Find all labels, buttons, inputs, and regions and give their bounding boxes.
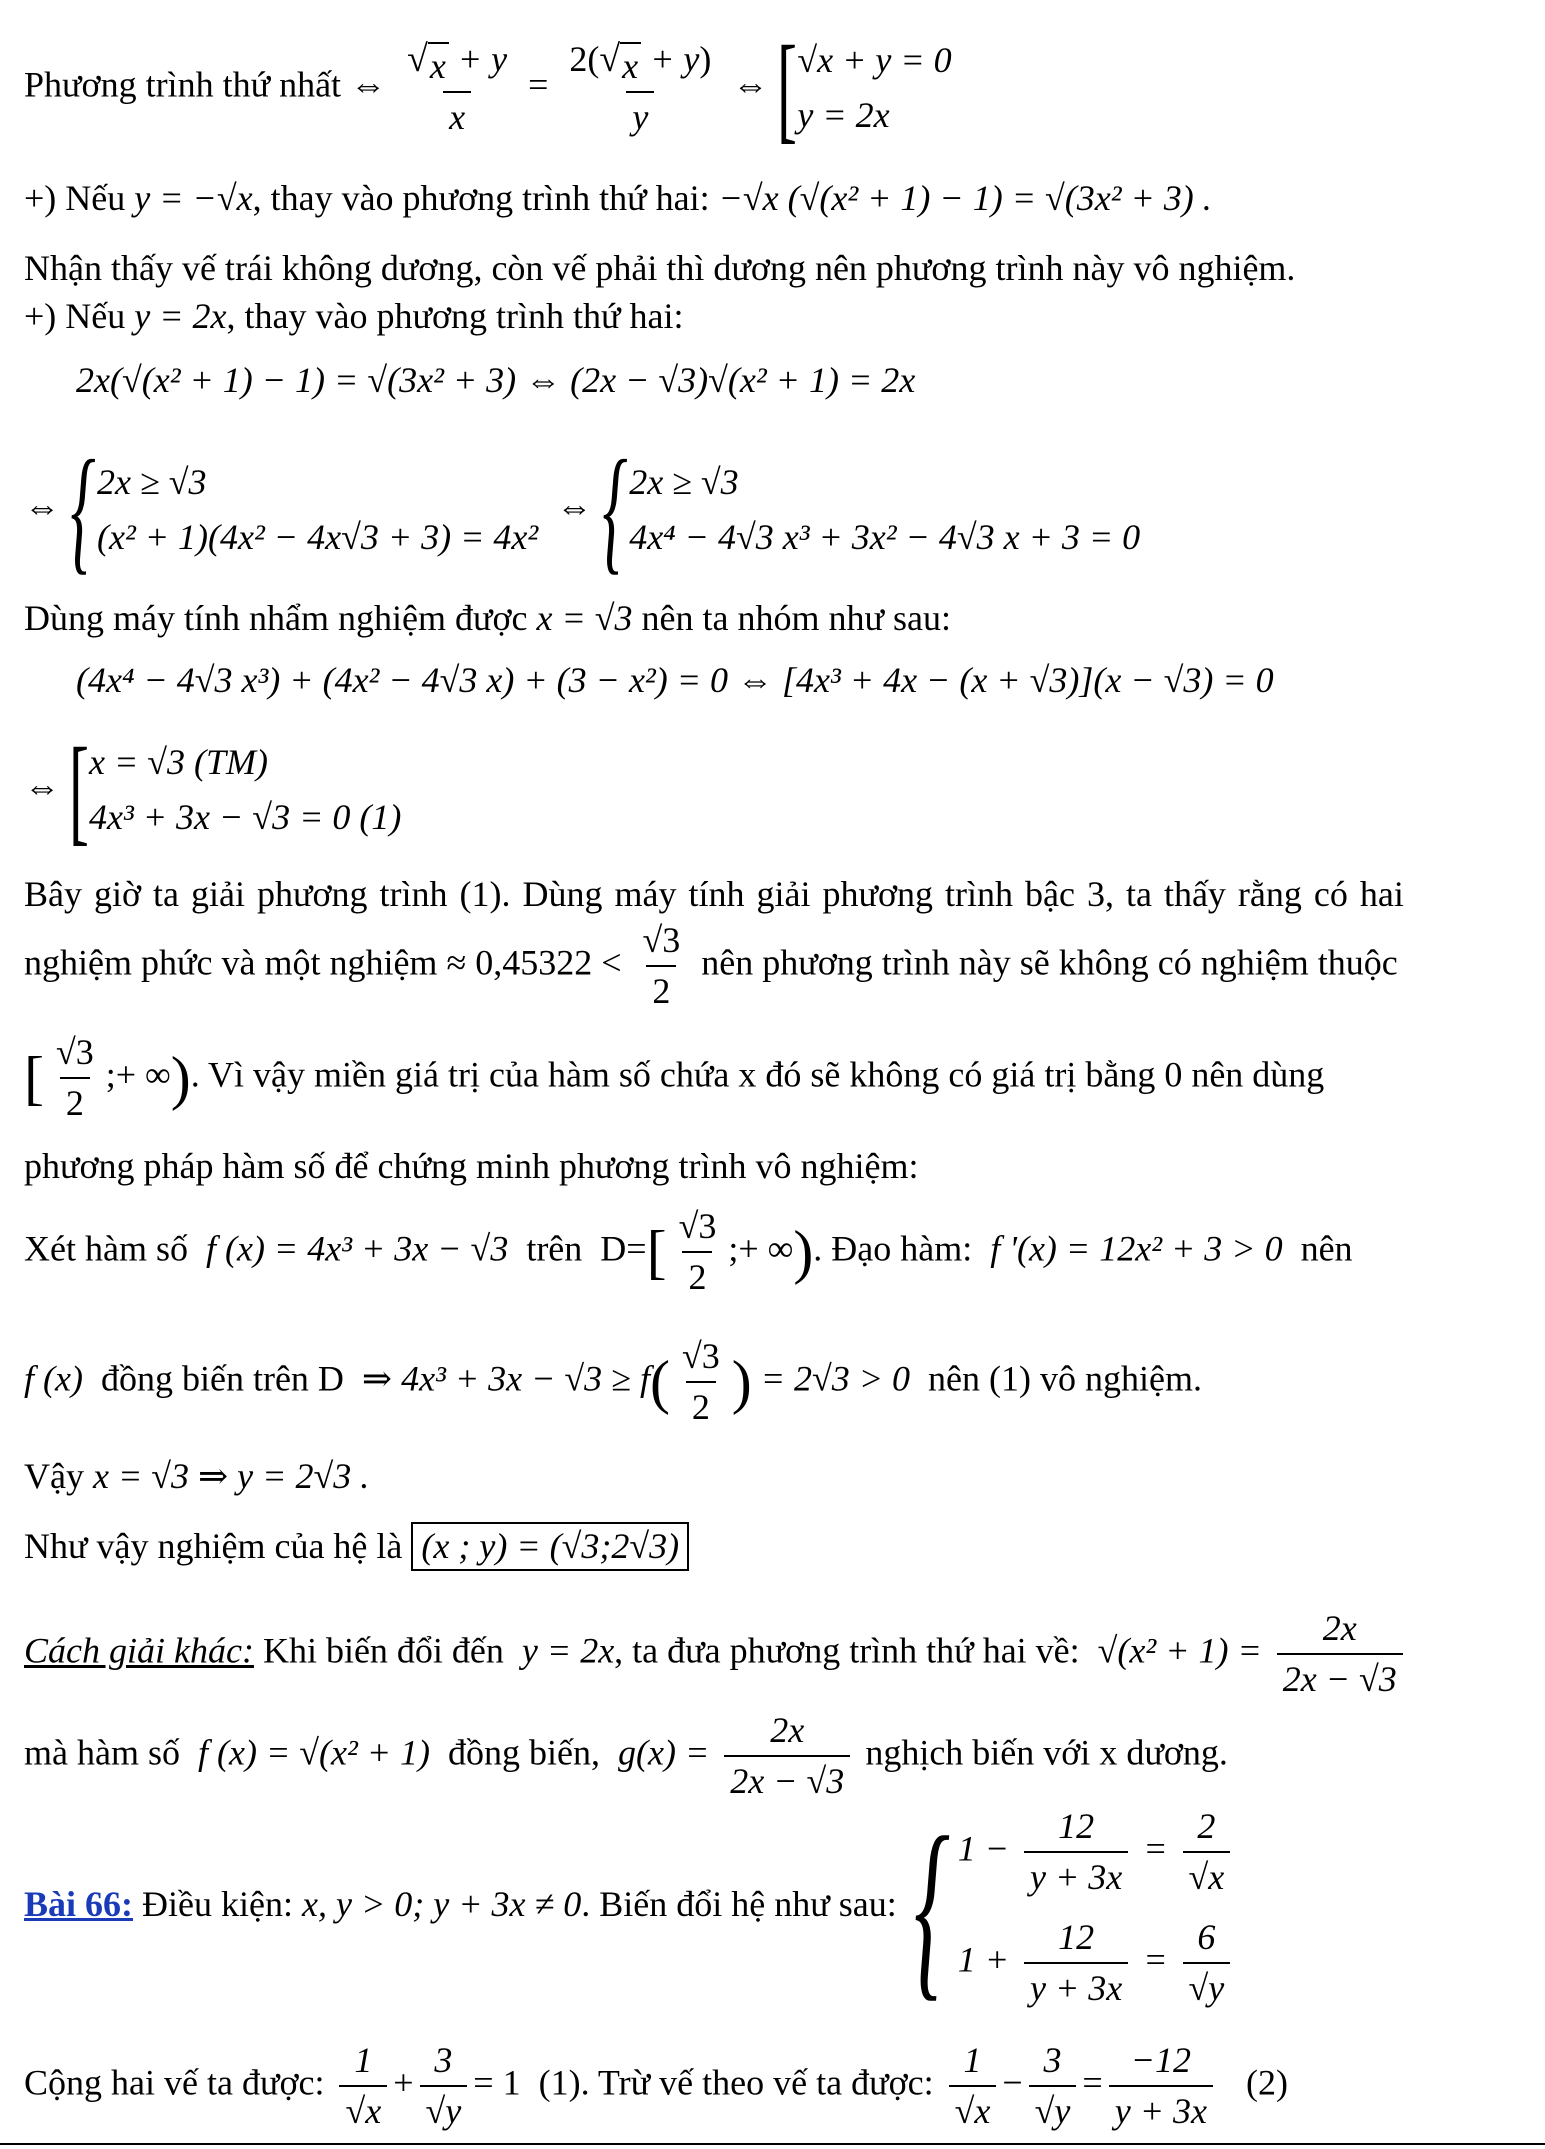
equation: (4x⁴ − 4√3 x³) + (4x² − 4√3 x) + (3 − x²) = 0 ⇔ [4x³ + 4x − (x + √3)](x − √3) = 0 bbox=[76, 660, 1274, 700]
exercise-label: Bài 66: bbox=[24, 1884, 134, 1925]
line-first-equation: Phương trình thứ nhất ⇔ √ x + y x = 2( √ x + y) y ⇔ [ √x + y = 0 y = 2x bbox=[24, 21, 952, 154]
paragraph: Xét hàm số f (x) = 4x³ + 3x − √3 trên D=[ $\frac{√3}{2}$ ;+ ∞). Đạo hàm: f '(x) = 12x² + 3 > 0 nên bbox=[24, 1206, 1353, 1298]
paragraph: Như vậy nghiệm của hệ là (x ; y) = (√3;2√3) bbox=[24, 1522, 689, 1571]
equation-system: ⇔ { 2x ≥ √3 (x² + 1)(4x² − 4x√3 + 3) = 4x² ⇔ { 2x ≥ √3 4x⁴ − 4√3 x³ + 3x² − 4√3 x + 3 = 0 bbox=[24, 432, 1141, 587]
case-row: 4x³ + 3x − √3 = 0 (1) bbox=[88, 797, 402, 837]
line-case-negative: +) Nếu y = −√x, thay vào phương trình thứ hai: −√x (√(x² + 1) − 1) = √(3x² + 3) . bbox=[24, 178, 1212, 218]
paragraph: Bài 66: Điều kiện: x, y > 0; y + 3x ≠ 0. Biến đổi hệ như sau: { 1 − $\frac{12}{y + 3x}$ = $\frac{2}{√x}$ 1 + $\frac{12}{y + 3x}$ = $\frac{6}{√y}$ bbox=[24, 1806, 1236, 2010]
paragraph: Vậy x = √3 ⇒ y = 2√3 . bbox=[24, 1456, 370, 1496]
case-bracket: [ √x + y = 0 y = 2x bbox=[777, 21, 952, 154]
case-system: ⇔ [ x = √3 (TM) 4x³ + 3x − √3 = 0 (1) bbox=[24, 723, 402, 856]
text: Phương trình thứ nhất bbox=[24, 64, 342, 105]
fraction: √ x + y x bbox=[407, 37, 508, 137]
bottom-rule bbox=[0, 2143, 1545, 2145]
fraction: 2( √ x + y) y bbox=[569, 37, 712, 137]
line-remark: Nhận thấy vế trái không dương, còn vế phải thì dương nên phương trình này vô nghiệm. bbox=[24, 248, 1296, 288]
line-case-2x: +) Nếu y = 2x, thay vào phương trình thứ hai: bbox=[24, 296, 684, 336]
line-calc: Dùng máy tính nhẩm nghiệm được x = √3 nên ta nhóm như sau: bbox=[24, 598, 951, 638]
paragraph: [ $\frac{√3}{2}$ ;+ ∞). Vì vậy miền giá trị của hàm số chứa x đó sẽ không có giá trị bằng 0 nên dùng bbox=[24, 1032, 1325, 1124]
case-row: √x + y = 0 bbox=[797, 39, 952, 80]
case-row: y = 2x bbox=[797, 95, 890, 135]
answer-box: (x ; y) = (√3;2√3) bbox=[411, 1522, 689, 1571]
equation: 2x(√(x² + 1) − 1) = √(3x² + 3) ⇔ (2x − √3)√(x² + 1) = 2x bbox=[76, 360, 916, 400]
paragraph: mà hàm số f (x) = √(x² + 1) đồng biến, g(x) = $\frac{2x}{2x - √3}$ nghịch biến với x dương. bbox=[24, 1710, 1228, 1802]
paragraph: f (x) đồng biến trên D ⇒ 4x³ + 3x − √3 ≥ f( $\frac{√3}{2}$ ) = 2√3 > 0 nên (1) vô nghiệm. bbox=[24, 1336, 1202, 1428]
paragraph: Bây giờ ta giải phương trình (1). Dùng máy tính giải phương trình bậc 3, ta thấy rằng có hai bbox=[24, 874, 1404, 914]
paragraph: Cộng hai vế ta được: $\frac{1}{√x}$ + $\frac{3}{√y}$ = 1 (1). Trừ vế theo vế ta được: $\frac{1}{√x}$ − $\frac{3}{√y}$ = $\frac{-12}{y + 3x}$ (2) bbox=[24, 2040, 1288, 2132]
paragraph: phương pháp hàm số để chứng minh phương trình vô nghiệm: bbox=[24, 1146, 919, 1186]
paragraph: nghiệm phức và một nghiệm ≈ 0,45322 < $\frac{√3}{2}$ nên phương trình này sẽ không có nghiệm thuộc bbox=[24, 920, 1398, 1012]
case-row: x = √3 (TM) bbox=[88, 741, 268, 782]
paragraph: Cách giải khác: Khi biến đổi đến y = 2x, ta đưa phương trình thứ hai về: √(x² + 1) = $\frac{2x}{2x - √3}$ bbox=[24, 1608, 1409, 1701]
